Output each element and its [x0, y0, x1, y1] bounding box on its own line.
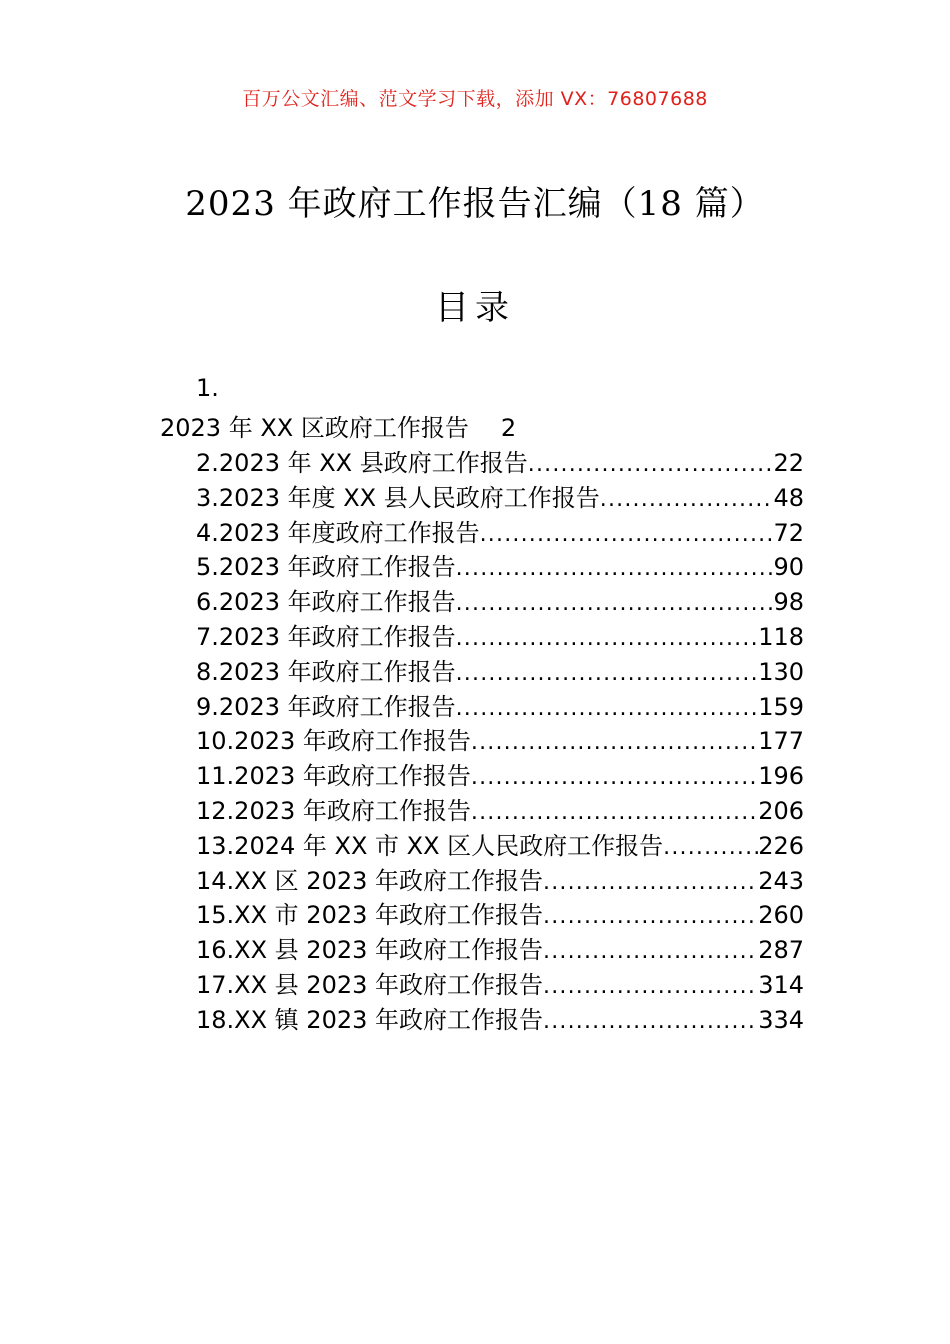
- toc-entry-page: 177: [758, 727, 804, 756]
- toc-entry-title: 14.XX 区 2023 年政府工作报告: [196, 866, 544, 895]
- toc-entry-page: 48: [773, 483, 804, 512]
- toc-entry-title: 2023 年 XX 区政府工作报告: [160, 414, 469, 442]
- toc-leader-dots: [528, 452, 774, 477]
- toc-entry-page: 98: [773, 588, 804, 617]
- toc-entry-title: 13.2024 年 XX 市 XX 区人民政府工作报告: [196, 831, 664, 860]
- toc-entry-page: 72: [773, 518, 804, 547]
- toc-leader-dots: [471, 800, 758, 825]
- toc-entry[interactable]: [196, 687, 804, 722]
- toc-leader-dots: [471, 765, 758, 790]
- toc-entry-title: 4.2023 年度政府工作报告: [196, 518, 480, 547]
- toc-leader-dots: [543, 870, 758, 895]
- toc-entry[interactable]: [196, 965, 804, 1000]
- toc-leader-dots: [543, 939, 758, 964]
- toc-entry[interactable]: [196, 1000, 804, 1035]
- toc-entry-title: 12.2023 年政府工作报告: [196, 796, 471, 825]
- toc-leader-dots: [471, 730, 758, 755]
- toc-leader-dots: [456, 556, 774, 581]
- toc-entry-title: 5.2023 年政府工作报告: [196, 553, 456, 582]
- toc-leader-dots: [480, 522, 774, 547]
- toc-entry-page: 243: [758, 866, 804, 895]
- toc-entry-title: 10.2023 年政府工作报告: [196, 727, 471, 756]
- toc-heading: 目录: [435, 288, 515, 328]
- toc-entry[interactable]: [196, 930, 804, 965]
- toc-entry[interactable]: [196, 617, 804, 652]
- toc-leader-dots: [543, 1009, 758, 1034]
- toc-entry[interactable]: [196, 791, 804, 826]
- toc-leader-dots: [543, 974, 758, 999]
- toc-entry-title: 17.XX 县 2023 年政府工作报告: [196, 970, 544, 999]
- toc-entry-page: 314: [758, 970, 804, 999]
- toc-entry-title: 7.2023 年政府工作报告: [196, 622, 456, 651]
- document-title: 2023 年政府工作报告汇编（18 篇）: [185, 184, 765, 224]
- toc-entry-page: 90: [773, 553, 804, 582]
- toc-leader-dots: [456, 626, 759, 651]
- toc-entry[interactable]: [196, 895, 804, 930]
- toc-first-entry[interactable]: [160, 408, 516, 443]
- toc-leader-dots: [456, 591, 774, 616]
- toc-entry-page: 226: [758, 831, 804, 860]
- toc-entry-page: 130: [758, 657, 804, 686]
- toc-leader-dots: [543, 904, 758, 929]
- toc-entry[interactable]: [196, 826, 804, 861]
- toc-entry-page: 196: [758, 762, 804, 791]
- toc-leader-dots: [600, 487, 774, 512]
- toc-entry-title: 15.XX 市 2023 年政府工作报告: [196, 901, 544, 930]
- toc-entry-page: 206: [758, 796, 804, 825]
- toc-entry-title: 2.2023 年 XX 县政府工作报告: [196, 449, 528, 477]
- toc-entry-page: 159: [758, 692, 804, 721]
- toc-entry-page: 287: [758, 936, 804, 965]
- toc-entry[interactable]: [196, 721, 804, 756]
- toc-entry-page: 334: [758, 1005, 804, 1034]
- toc-entry-page: 260: [758, 901, 804, 930]
- toc-entry-title: 16.XX 县 2023 年政府工作报告: [196, 936, 544, 965]
- toc-entry-title: 3.2023 年度 XX 县人民政府工作报告: [196, 483, 600, 512]
- promo-header-note: 百万公文汇编、范文学习下载，添加 VX：76807688: [242, 88, 708, 110]
- toc-entry[interactable]: [196, 652, 804, 687]
- toc-entry[interactable]: [196, 443, 804, 478]
- toc-leader-dots: [663, 835, 758, 860]
- toc-entry[interactable]: [196, 756, 804, 791]
- toc-entry-title: 18.XX 镇 2023 年政府工作报告: [196, 1005, 544, 1034]
- toc-list: [196, 443, 804, 1035]
- toc-first-number: 1.: [196, 374, 219, 402]
- toc-entry-title: 6.2023 年政府工作报告: [196, 588, 456, 617]
- toc-entry-page: 2: [500, 414, 517, 442]
- toc-entry[interactable]: [196, 513, 804, 548]
- toc-leader-dots: [456, 661, 759, 686]
- toc-entry-page: 118: [758, 622, 804, 651]
- toc-entry-title: 11.2023 年政府工作报告: [196, 762, 471, 791]
- toc-entry-title: 8.2023 年政府工作报告: [196, 657, 456, 686]
- toc-entry[interactable]: [196, 582, 804, 617]
- toc-entry[interactable]: [196, 861, 804, 896]
- toc-entry-page: 22: [773, 449, 804, 477]
- toc-entry-title: 9.2023 年政府工作报告: [196, 692, 456, 721]
- toc-entry[interactable]: [196, 478, 804, 513]
- toc-entry[interactable]: [196, 547, 804, 582]
- toc-leader-dots: [456, 696, 759, 721]
